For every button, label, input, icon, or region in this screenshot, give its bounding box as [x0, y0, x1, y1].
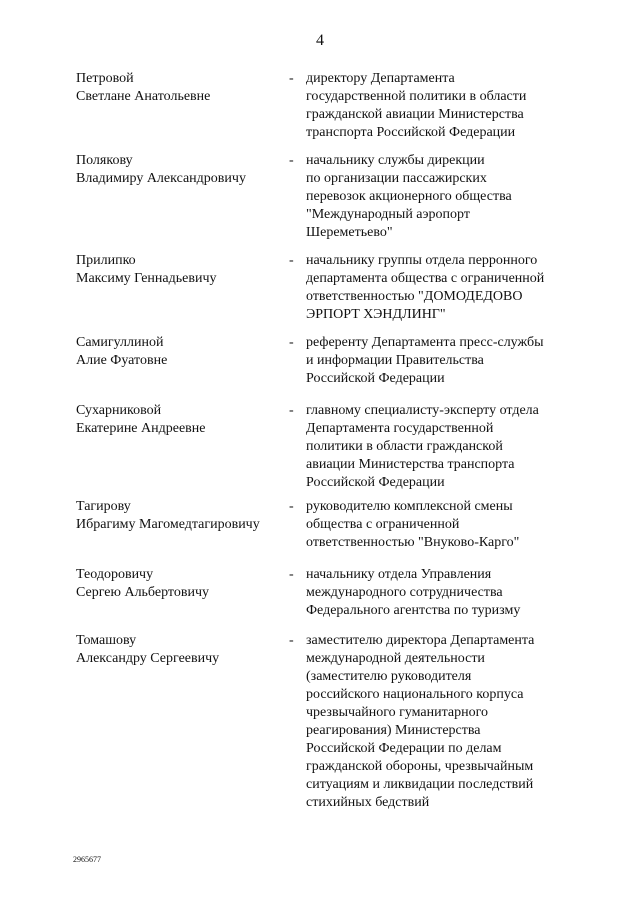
name-line: Светлане Анатольевне — [76, 89, 211, 104]
recipient-position — [306, 566, 576, 620]
recipient-name — [76, 70, 276, 106]
list-item — [0, 402, 640, 490]
name-line: Тагирову — [76, 499, 131, 514]
dash-separator: - — [289, 633, 294, 648]
position-line: гражданской авиации Министерства — [306, 107, 524, 122]
name-line: Сухарниковой — [76, 403, 162, 418]
position-line: международной деятельности — [306, 651, 485, 666]
name-line: Петровой — [76, 71, 134, 86]
dash-separator: - — [289, 253, 294, 268]
position-line: референту Департамента пресс-службы — [306, 335, 544, 350]
list-item — [0, 566, 640, 618]
name-line: Полякову — [76, 153, 133, 168]
recipient-name — [76, 252, 276, 288]
position-line: стихийных бедствий — [306, 795, 430, 810]
name-line: Владимиру Александровичу — [76, 171, 246, 186]
position-line: гражданской обороны, чрезвычайным — [306, 759, 534, 774]
recipient-position — [306, 70, 576, 142]
recipient-position — [306, 498, 576, 552]
position-line: российского национального корпуса — [306, 687, 524, 702]
name-line: Екатерине Андреевне — [76, 421, 206, 436]
position-line: "Международный аэропорт — [306, 207, 470, 222]
recipient-name — [76, 632, 276, 668]
dash-separator: - — [289, 335, 294, 350]
dash-separator: - — [289, 499, 294, 514]
position-line: и информации Правительства — [306, 353, 484, 368]
position-line: руководителю комплексной смены — [306, 499, 513, 514]
list-item — [0, 632, 640, 810]
list-item — [0, 334, 640, 386]
position-line: начальнику службы дирекции — [306, 153, 485, 168]
position-line: Российской Федерации — [306, 371, 445, 386]
position-line: Российской Федерации — [306, 475, 445, 490]
position-line: перевозок акционерного общества — [306, 189, 512, 204]
position-line: (заместителю руководителя — [306, 669, 472, 684]
name-line: Прилипко — [76, 253, 136, 268]
page-number: 4 — [316, 32, 324, 49]
position-line: Шереметьево" — [306, 225, 393, 240]
position-line: департамента общества с ограниченной — [306, 271, 545, 286]
recipient-name — [76, 334, 276, 370]
position-line: международного сотрудничества — [306, 585, 503, 600]
name-line: Александру Сергеевичу — [76, 651, 220, 666]
position-line: авиации Министерства транспорта — [306, 457, 515, 472]
list-item — [0, 498, 640, 550]
position-line: ответственностью "Внуково-Карго" — [306, 535, 520, 550]
recipient-position — [306, 152, 576, 242]
recipient-position — [306, 632, 576, 812]
position-line: начальнику группы отдела перронного — [306, 253, 538, 268]
position-line: общества с ограниченной — [306, 517, 460, 532]
recipient-position — [306, 402, 576, 492]
position-line: директору Департамента — [306, 71, 455, 86]
position-line: политики в области гражданской — [306, 439, 503, 454]
position-line: Департамента государственной — [306, 421, 494, 436]
dash-separator: - — [289, 153, 294, 168]
name-line: Томашову — [76, 633, 137, 648]
position-line: реагирования) Министерства — [306, 723, 481, 738]
position-line: Федерального агентства по туризму — [306, 603, 521, 618]
name-line: Алие Фуатовне — [76, 353, 168, 368]
recipient-name — [76, 152, 276, 188]
position-line: по организации пассажирских — [306, 171, 487, 186]
position-line: начальнику отдела Управления — [306, 567, 492, 582]
list-item — [0, 70, 640, 140]
recipient-name — [76, 402, 276, 438]
name-line: Самигуллиной — [76, 335, 164, 350]
dash-separator: - — [289, 403, 294, 418]
name-line: Максиму Геннадьевичу — [76, 271, 217, 286]
document-id: 2965677 — [73, 855, 101, 864]
recipient-name — [76, 566, 276, 602]
list-item — [0, 252, 640, 322]
position-line: государственной политики в области — [306, 89, 527, 104]
dash-separator: - — [289, 567, 294, 582]
name-line: Теодоровичу — [76, 567, 154, 582]
dash-separator: - — [289, 71, 294, 86]
recipient-name — [76, 498, 276, 534]
recipient-position — [306, 334, 576, 388]
list-item — [0, 152, 640, 240]
name-line: Ибрагиму Магомедтагировичу — [76, 517, 260, 532]
position-line: чрезвычайного гуманитарного — [306, 705, 489, 720]
position-line: главному специалисту-эксперту отдела — [306, 403, 539, 418]
position-line: транспорта Российской Федерации — [306, 125, 516, 140]
position-line: ответственностью "ДОМОДЕДОВО — [306, 289, 523, 304]
position-line: Российской Федерации по делам — [306, 741, 502, 756]
position-line: ситуациям и ликвидации последствий — [306, 777, 534, 792]
position-line: ЭРПОРТ ХЭНДЛИНГ" — [306, 307, 446, 322]
name-line: Сергею Альбертовичу — [76, 585, 209, 600]
position-line: заместителю директора Департамента — [306, 633, 535, 648]
recipient-position — [306, 252, 576, 324]
